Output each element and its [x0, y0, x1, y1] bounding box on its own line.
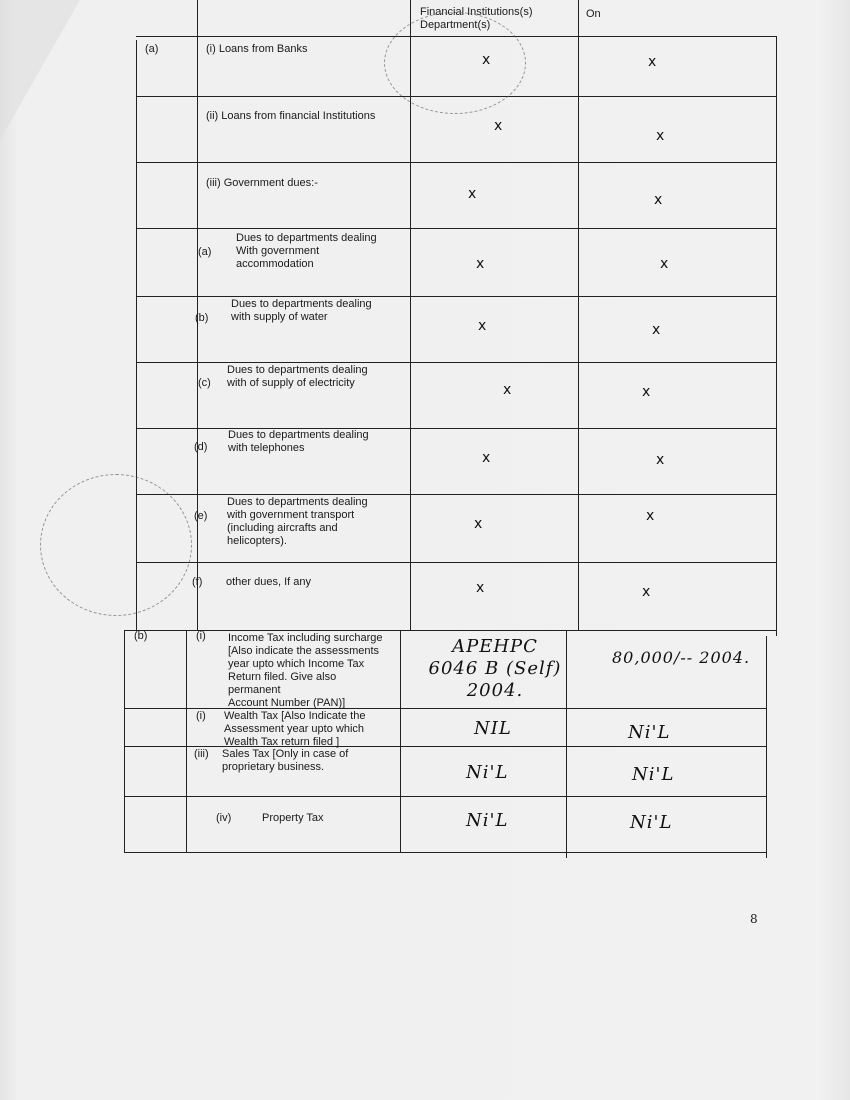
handwritten-nil: Ni'L — [630, 812, 673, 833]
row-label: (ii) Loans from financial Institutions — [206, 110, 376, 122]
page-number: 8 — [750, 912, 758, 926]
column-divider-3 — [578, 0, 579, 630]
handwritten-pan-entry: APEHPC 6046 B (Self) 2004. — [428, 636, 562, 701]
cross-mark: x — [656, 452, 665, 468]
cross-mark: x — [656, 128, 665, 144]
handwritten-nil: Ni'L — [466, 762, 509, 783]
table-border-right-b — [766, 636, 767, 858]
cross-mark: x — [654, 192, 663, 208]
official-stamp — [384, 12, 526, 114]
sub-label: (f) — [192, 576, 203, 588]
sub-label: (iii) — [194, 748, 209, 760]
cross-mark: x — [474, 516, 483, 532]
official-stamp — [40, 474, 192, 616]
row-label: Wealth Tax [Also Indicate the Assessment year upto which Wealth Tax return filed ] — [224, 710, 366, 748]
column-divider-2b — [400, 630, 401, 852]
table-border-right — [776, 36, 777, 636]
row-line — [136, 296, 776, 297]
cross-mark: x — [642, 584, 651, 600]
handwritten-nil: Ni'L — [466, 810, 509, 831]
cross-mark: x — [648, 54, 657, 70]
cross-mark: x — [468, 186, 477, 202]
handwritten-nil: Ni'L — [628, 722, 671, 743]
column-divider-1b — [186, 630, 187, 852]
row-line — [124, 630, 776, 631]
cross-mark: x — [476, 580, 485, 596]
cross-mark: x — [482, 450, 491, 466]
sub-label: (c) — [198, 377, 211, 389]
sub-label: (i) — [196, 630, 206, 642]
cross-mark: x — [660, 256, 669, 272]
cross-mark: x — [478, 318, 487, 334]
section-label: (b) — [134, 630, 148, 642]
column-header-institutions: Financial Institutions(s) Department(s) — [420, 6, 533, 31]
section-label: (a) — [145, 43, 159, 55]
cross-mark: x — [482, 52, 491, 68]
row-line — [124, 796, 766, 797]
row-line — [136, 228, 776, 229]
handwritten-income-tax-amount: 80,000/-- 2004. — [612, 648, 751, 667]
row-label: (iii) Government dues:- — [206, 177, 318, 189]
cross-mark: x — [646, 508, 655, 524]
row-line — [136, 362, 776, 363]
row-line — [136, 494, 776, 495]
cross-mark: x — [503, 382, 512, 398]
sub-label: (b) — [195, 312, 209, 324]
table-border-left-bottom — [124, 630, 125, 852]
handwritten-nil: Ni'L — [632, 764, 675, 785]
row-label: Sales Tax [Only in case of proprietary business. — [222, 748, 349, 773]
sub-label: (d) — [194, 441, 208, 453]
row-line — [124, 746, 766, 747]
row-label: Dues to departments dealing With government accommodation — [236, 232, 377, 270]
row-label: Property Tax — [262, 812, 324, 824]
row-label: Dues to departments dealing with government transport (including aircrafts and helicopters). — [227, 496, 368, 547]
row-line — [124, 708, 766, 709]
row-label: other dues, If any — [226, 576, 311, 588]
row-label: (i) Loans from Banks — [206, 43, 308, 55]
cross-mark: x — [652, 322, 661, 338]
cross-mark: x — [642, 384, 651, 400]
row-label: Dues to departments dealing with of supply of electricity — [227, 364, 368, 389]
cross-mark: x — [476, 256, 485, 272]
sub-label: (iv) — [216, 812, 232, 824]
sub-label: (a) — [198, 246, 212, 258]
row-line — [136, 162, 776, 163]
row-label: Dues to departments dealing with supply of water — [231, 298, 372, 323]
sub-label: (e) — [194, 510, 208, 522]
row-line — [124, 852, 766, 853]
handwritten-nil: NIL — [474, 718, 512, 739]
cross-mark: x — [494, 118, 503, 134]
row-line — [136, 562, 776, 563]
column-header-on: On — [586, 8, 601, 20]
row-label: Dues to departments dealing with telephones — [228, 429, 369, 454]
row-label: Income Tax including surcharge [Also indicate the assessments year upto which Income Tax Return filed. Give also permanent Account Number (PAN)] — [228, 632, 383, 709]
sub-label: (i) — [196, 710, 206, 722]
